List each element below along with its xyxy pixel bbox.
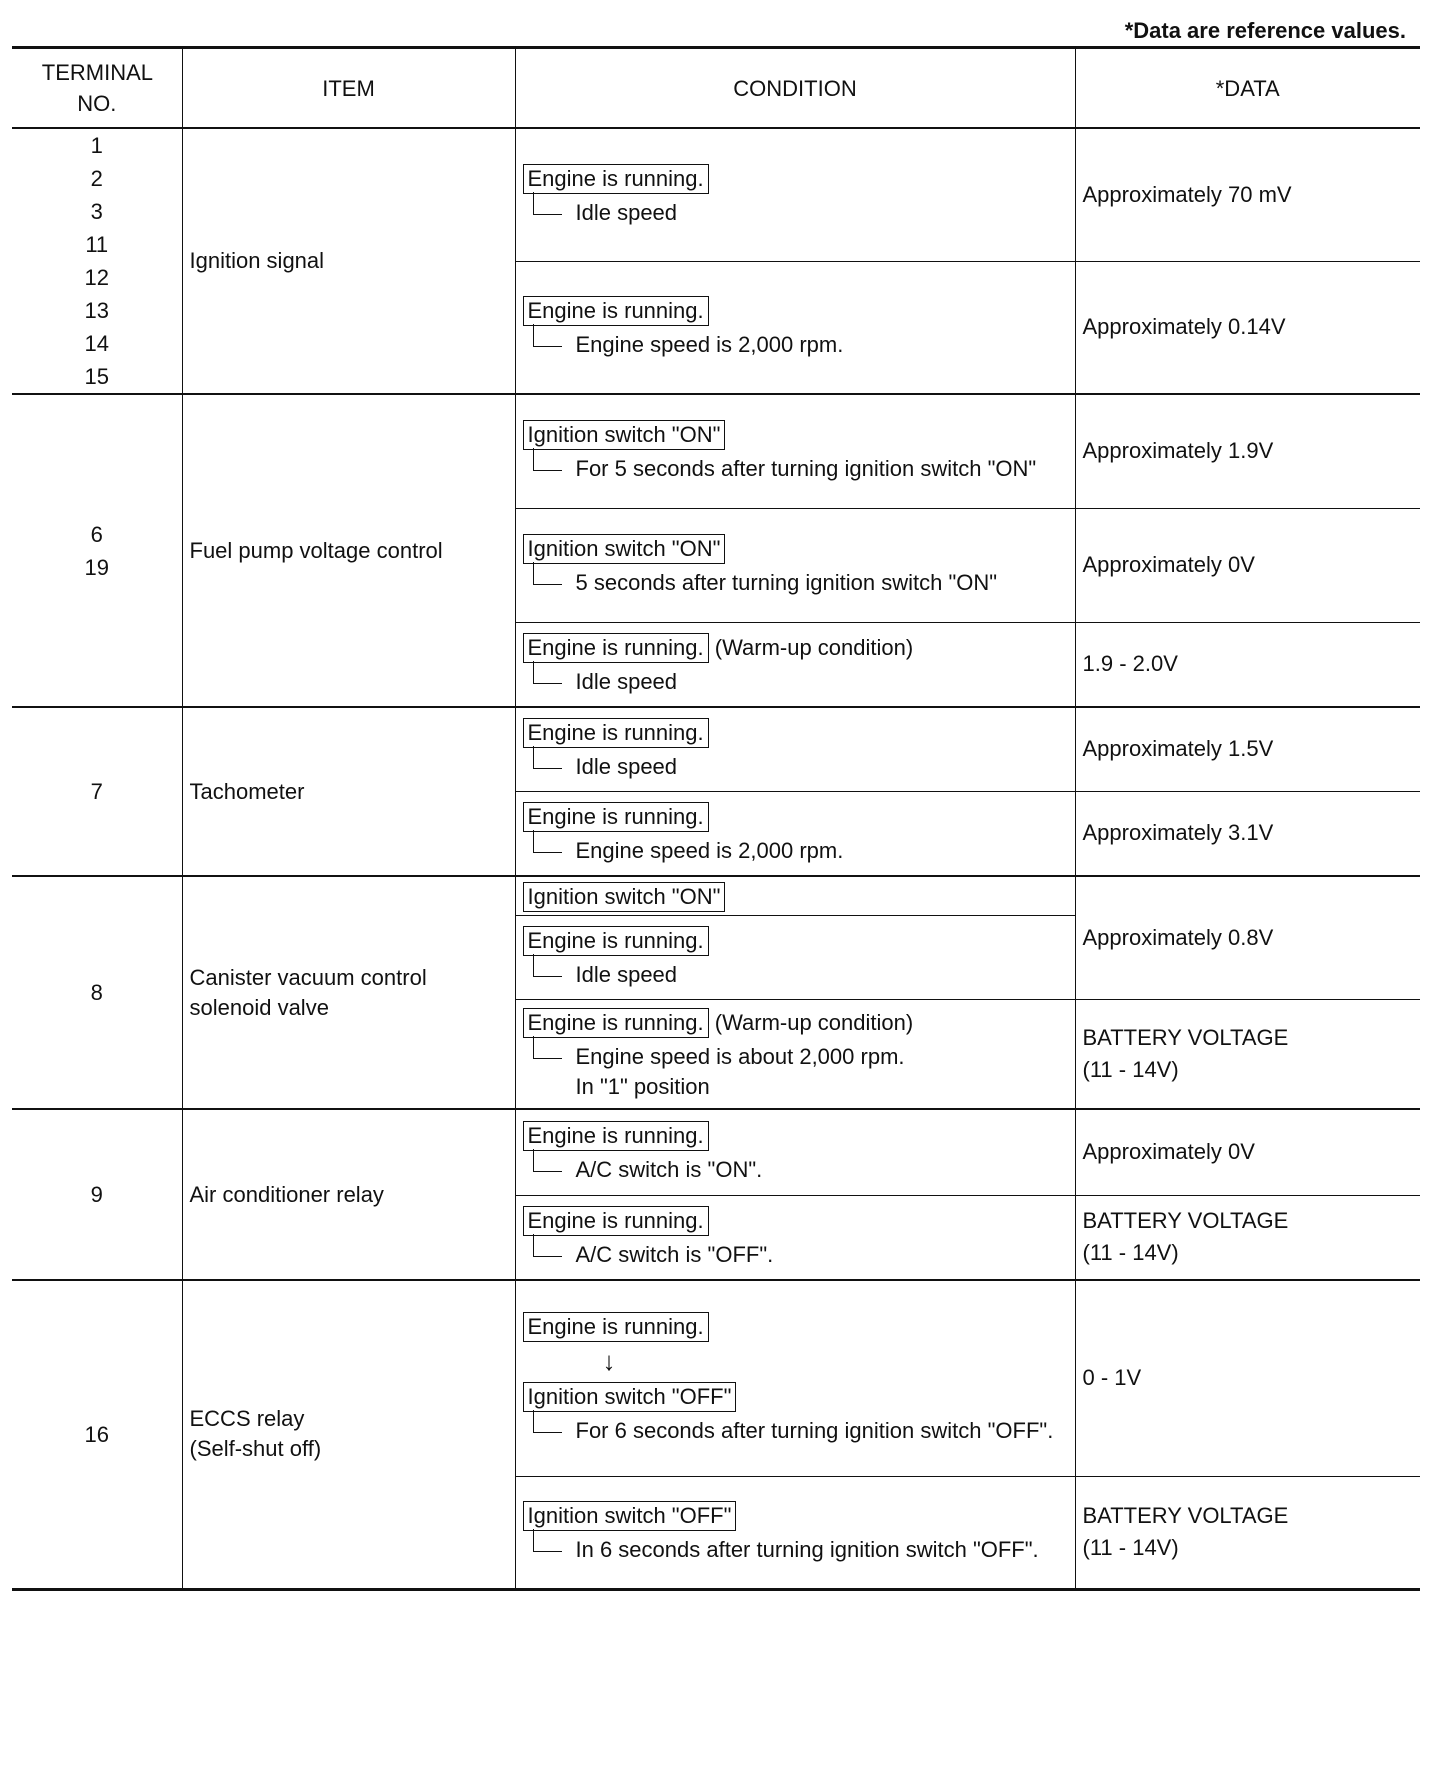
terminal-number: 12: [84, 265, 109, 290]
header-data: *DATA: [1075, 48, 1420, 129]
terminal-number: 13: [84, 298, 109, 323]
condition-box: Engine is running.: [523, 1121, 709, 1151]
elbow-connector-icon: [533, 1410, 562, 1433]
condition-header: [523, 294, 1068, 326]
condition-box: Engine is running.: [523, 296, 709, 326]
elbow-connector-icon: [533, 1234, 562, 1257]
data-cell: [1075, 1109, 1420, 1195]
condition-sub-text: [576, 667, 678, 697]
condition-box: Engine is running.: [523, 164, 709, 194]
condition-cell: [515, 707, 1075, 791]
reference-note: *Data are reference values.: [1124, 18, 1406, 43]
condition-sub: [533, 1042, 1068, 1102]
data-cell: [1075, 394, 1420, 508]
header-condition: CONDITION: [515, 48, 1075, 129]
data-value: Approximately 0V: [1082, 1139, 1255, 1165]
table-row: [12, 128, 1420, 261]
condition-sub-line: Idle speed: [575, 962, 678, 987]
table-row: [12, 707, 1420, 791]
condition-box: Ignition switch "OFF": [523, 1382, 737, 1412]
data-cell: [1075, 999, 1420, 1109]
condition-header: [523, 1499, 1068, 1531]
data-cell: [1075, 128, 1420, 261]
condition-sub-line: Engine speed is 2,000 rpm.: [575, 332, 844, 358]
condition-sub-text: [576, 1535, 1039, 1565]
item-cell: [182, 128, 515, 394]
condition-sub: [533, 568, 1068, 598]
data-value: Approximately 3.1V: [1082, 820, 1274, 846]
condition-cell: [515, 876, 1075, 915]
down-arrow-icon: ↓: [602, 1346, 616, 1377]
data-value: Approximately 0.8V: [1082, 924, 1274, 950]
condition-sub-line: In 6 seconds after turning ignition switch "OFF".: [575, 1537, 1039, 1562]
condition-cell: [515, 261, 1075, 394]
condition-sub-text: [576, 836, 844, 866]
data-value: Approximately 1.9V: [1082, 438, 1274, 464]
elbow-connector-icon: [533, 746, 562, 769]
condition-sub: [533, 752, 1068, 782]
data-cell: [1075, 261, 1420, 394]
condition-cell: [515, 128, 1075, 261]
condition-sub-line: In "1" position: [575, 1073, 710, 1099]
data-cell: [1075, 508, 1420, 622]
item-label: (Self-shut off): [189, 1436, 322, 1462]
condition-header: [523, 880, 1068, 912]
terminal-cell: [12, 707, 182, 876]
condition-sub-line: Idle speed: [575, 754, 678, 780]
condition-header: [523, 1310, 1068, 1342]
data-value: BATTERY VOLTAGE: [1082, 1503, 1289, 1528]
item-cell: [182, 707, 515, 876]
data-value: Approximately 70 mV: [1082, 181, 1292, 207]
condition-sub-text: [576, 1155, 763, 1185]
condition-box: Engine is running.: [523, 1008, 709, 1038]
condition-sub-text: [576, 568, 998, 598]
condition-cell: [515, 1280, 1075, 1476]
condition-header: [523, 924, 1068, 956]
condition-note: (Warm-up condition): [708, 1009, 914, 1035]
data-value: Approximately 0.14V: [1082, 314, 1286, 340]
terminal-number: 16: [84, 1421, 109, 1447]
elbow-connector-icon: [533, 1529, 562, 1552]
elbow-connector-icon: [533, 192, 562, 215]
data-value: (11 - 14V): [1082, 1056, 1179, 1082]
data-cell: [1075, 1195, 1420, 1280]
condition-cell: [515, 999, 1075, 1109]
condition-sub-line: For 6 seconds after turning ignition switch "OFF".: [575, 1418, 1054, 1444]
elbow-connector-icon: [533, 954, 562, 977]
condition-sub-text: [576, 1416, 1054, 1446]
terminal-number: 7: [90, 779, 103, 804]
condition-cell: [515, 394, 1075, 508]
condition-note: (Warm-up condition): [708, 635, 914, 661]
condition-sub: [533, 198, 1068, 228]
table-row: [12, 1109, 1420, 1195]
data-cell: [1075, 791, 1420, 876]
condition-sub-text: [576, 454, 1037, 484]
item-label: Fuel pump voltage control: [189, 537, 443, 563]
condition-sub: [533, 1416, 1068, 1446]
condition-sub: [533, 454, 1068, 484]
data-value: (11 - 14V): [1082, 1240, 1179, 1266]
condition-sub: [533, 667, 1068, 697]
condition-cell: [515, 915, 1075, 999]
item-cell: [182, 394, 515, 707]
condition-header: [523, 716, 1068, 748]
terminal-number: 14: [84, 331, 109, 356]
terminal-number: 6: [90, 521, 103, 547]
condition-cell: [515, 791, 1075, 876]
condition-sub-line: Engine speed is 2,000 rpm.: [575, 838, 844, 864]
elbow-connector-icon: [533, 661, 562, 684]
terminal-cell: [12, 128, 182, 394]
condition-header: [523, 1119, 1068, 1151]
condition-sub: [533, 1155, 1068, 1185]
header-terminal: TERMINAL NO.: [12, 48, 182, 129]
condition-box: Engine is running.: [523, 633, 709, 663]
condition-sub: [533, 960, 1068, 990]
condition-sub-line: For 5 seconds after turning ignition switch "ON": [575, 456, 1037, 482]
condition-sub: [533, 1240, 1068, 1270]
condition-box: Ignition switch "ON": [523, 420, 726, 450]
item-cell: [182, 876, 515, 1109]
item-label: Canister vacuum control solenoid valve: [189, 964, 427, 1020]
condition-box: Ignition switch "ON": [523, 534, 726, 564]
condition-sub-line: Idle speed: [575, 669, 678, 695]
data-value: 1.9 - 2.0V: [1082, 651, 1178, 677]
item-label: ECCS relay: [189, 1406, 305, 1432]
condition-box: Engine is running.: [523, 1206, 709, 1236]
data-value: (11 - 14V): [1082, 1535, 1179, 1560]
condition-header: [523, 631, 1068, 663]
terminal-number: 8: [90, 980, 103, 1005]
table-row: [12, 394, 1420, 508]
condition-cell: [515, 1476, 1075, 1589]
condition-box: Ignition switch "OFF": [523, 1501, 737, 1531]
condition-box: Engine is running.: [523, 802, 709, 832]
data-value: 0 - 1V: [1082, 1365, 1142, 1391]
condition-sub: [533, 1535, 1068, 1565]
condition-cell: [515, 1195, 1075, 1280]
data-cell: [1075, 876, 1420, 999]
condition-sub-text: [576, 1240, 774, 1270]
terminal-cell: [12, 1109, 182, 1280]
condition-header: [523, 1380, 1068, 1412]
item-label: Air conditioner relay: [189, 1181, 384, 1207]
condition-header: [523, 532, 1068, 564]
condition-sub: [533, 330, 1068, 360]
condition-cell: [515, 622, 1075, 707]
terminal-number: 2: [90, 166, 103, 191]
terminal-number: 9: [90, 1182, 103, 1207]
data-value: Approximately 1.5V: [1082, 736, 1274, 762]
item-label: Tachometer: [189, 778, 305, 804]
item-label: Ignition signal: [189, 248, 325, 273]
condition-header: [523, 418, 1068, 450]
table-row: [12, 876, 1420, 915]
elbow-connector-icon: [533, 1036, 562, 1059]
condition-sub-line: A/C switch is "OFF".: [575, 1242, 774, 1268]
condition-sub-line: 5 seconds after turning ignition switch "ON": [575, 570, 998, 595]
terminal-number: 15: [84, 364, 109, 389]
header-item: ITEM: [182, 48, 515, 129]
data-value: Approximately 0V: [1082, 552, 1255, 577]
condition-sub-line: Idle speed: [575, 199, 678, 225]
condition-sub-text: [576, 1042, 905, 1102]
condition-box: Engine is running.: [523, 718, 709, 748]
condition-header: [523, 800, 1068, 832]
condition-sub: [533, 836, 1068, 866]
elbow-connector-icon: [533, 830, 562, 853]
data-cell: [1075, 707, 1420, 791]
condition-header: [523, 1204, 1068, 1236]
data-cell: [1075, 622, 1420, 707]
data-cell: [1075, 1476, 1420, 1589]
table-row: [12, 1280, 1420, 1476]
condition-sub-line: Engine speed is about 2,000 rpm.: [575, 1043, 905, 1069]
terminal-cell: [12, 1280, 182, 1589]
elbow-connector-icon: [533, 1149, 562, 1172]
data-value: BATTERY VOLTAGE: [1082, 1208, 1289, 1234]
terminal-number: 3: [90, 199, 103, 224]
terminal-cell: [12, 876, 182, 1109]
header-row: [12, 48, 1420, 129]
condition-box: Engine is running.: [523, 1312, 709, 1342]
condition-box: Ignition switch "ON": [523, 882, 726, 912]
condition-sub-text: [576, 960, 678, 990]
terminal-number: 19: [84, 554, 109, 580]
condition-header: [523, 162, 1068, 194]
condition-sub-text: [576, 198, 678, 228]
terminal-data-table: [12, 46, 1420, 1591]
elbow-connector-icon: [533, 324, 562, 347]
condition-header: [523, 1006, 1068, 1038]
condition-cell: [515, 1109, 1075, 1195]
condition-sub-line: A/C switch is "ON".: [575, 1157, 763, 1183]
data-value: BATTERY VOLTAGE: [1082, 1024, 1289, 1050]
terminal-number: 11: [85, 232, 109, 257]
elbow-connector-icon: [533, 448, 562, 471]
elbow-connector-icon: [533, 562, 562, 585]
condition-sub-text: [576, 752, 678, 782]
condition-sub-text: [576, 330, 844, 360]
item-cell: [182, 1280, 515, 1589]
data-cell: [1075, 1280, 1420, 1476]
terminal-cell: [12, 394, 182, 707]
condition-box: Engine is running.: [523, 926, 709, 956]
item-cell: [182, 1109, 515, 1280]
condition-cell: [515, 508, 1075, 622]
terminal-number: 1: [90, 133, 103, 158]
